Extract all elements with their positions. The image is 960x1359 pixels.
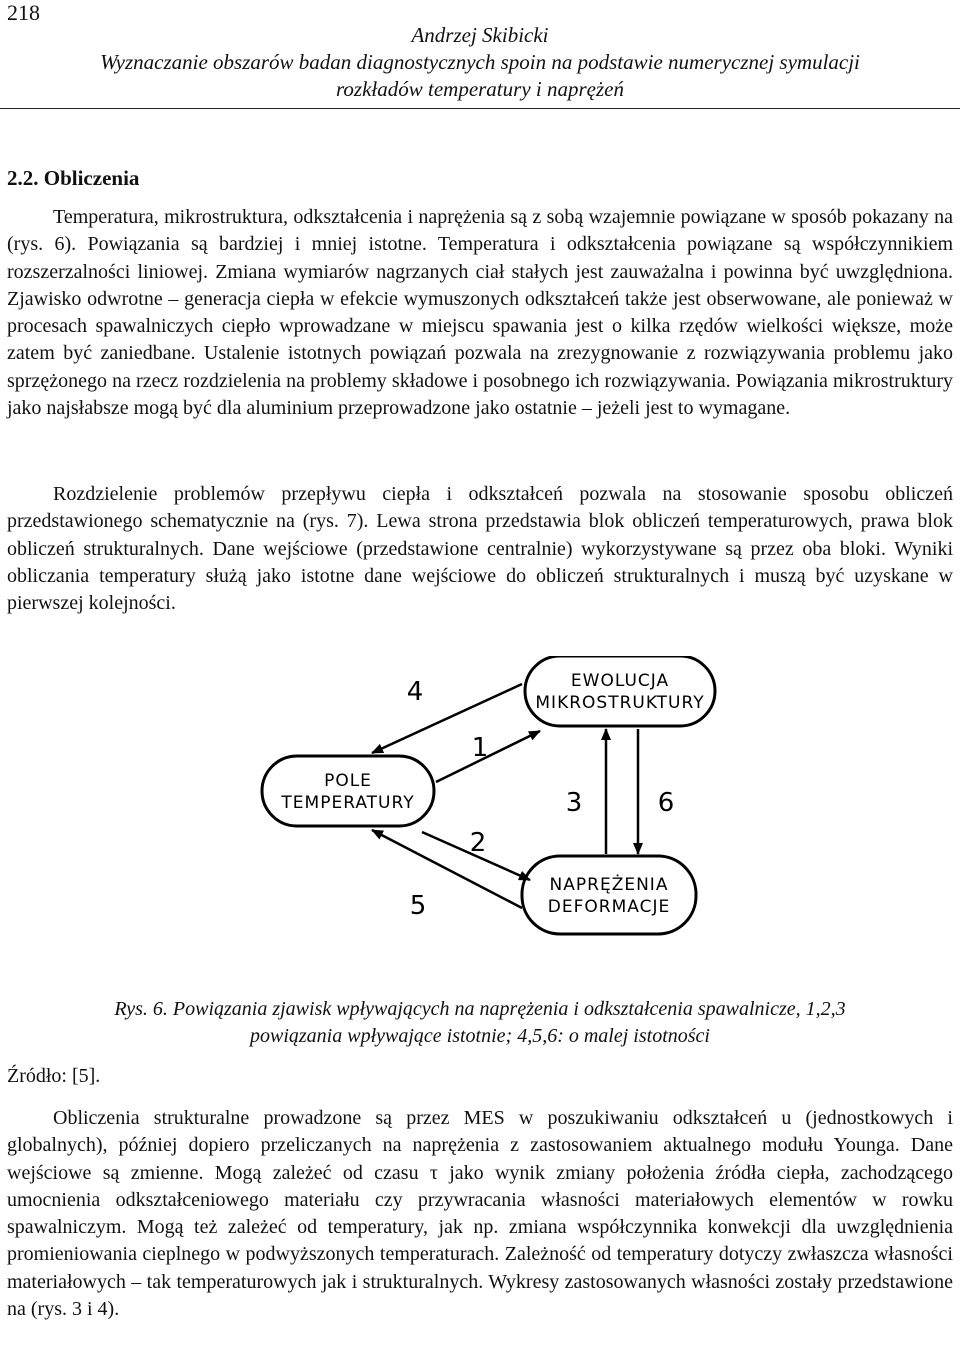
node-stress-line2: DEFORMACJE	[547, 897, 671, 917]
figure-source: Źródło: [5].	[7, 1065, 101, 1087]
header-rule	[0, 108, 960, 109]
arrow-label-6: 6	[657, 788, 675, 818]
header-author: Andrzej Skibicki	[411, 23, 549, 47]
caption-line1: Rys. 6. Powiązania zjawisk wpływających na naprężenia i odkształcenia spawalnicze, 1,2,3	[114, 998, 846, 1020]
section-heading: 2.2. Obliczenia	[7, 166, 140, 190]
arrow-5	[372, 830, 522, 908]
paragraph-3: Obliczenia strukturalne prowadzone są przez MES w poszukiwaniu odkształceń u (jednostkowych i globalnych), później dopiero przeliczanych na naprężenia z zastosowaniem aktualnego modułu Younga. Dane wejściowe są zmienne. Mogą zależeć od czasu τ jako wynik zmiany położenia źródła ciepła, zachodzącego umocnienia odkształceniowego materiału czy przywracania własności materiałowych elementów w rowku spawalniczym. Mogą też zależeć od temperatury, jak np. zmiana współczynnika konwekcji dla uwzględnienia promieniowania cieplnego w podwyższonych temperaturach. Zależność od temperatury dotyczy zwłaszcza własności materiałowych – tak temperaturowych jak i strukturalnych. Wykresy zastosowanych własności zostały przedstawione na (rys. 3 i 4).	[7, 1107, 953, 1321]
node-temperature-line1: POLE	[324, 771, 372, 791]
caption-line2: powiązania wpływające istotnie; 4,5,6: o malej istotności	[250, 1025, 710, 1047]
arrow-label-1: 1	[471, 733, 489, 763]
node-microstructure-line2: MIKROSTRUKTURY	[535, 693, 705, 713]
figure-6-diagram	[260, 656, 720, 951]
page-number: 218	[7, 0, 40, 25]
arrow-4	[372, 684, 522, 753]
running-header	[0, 22, 960, 103]
node-microstructure-line1: EWOLUCJA	[570, 671, 670, 691]
header-title-line2: rozkładów temperatury i naprężeń	[336, 77, 624, 101]
node-temperature	[262, 756, 434, 826]
header-title-line1: Wyznaczanie obszarów badan diagnostycznych spoin na podstawie numerycznej symulacji	[100, 50, 860, 74]
arrow-label-2: 2	[469, 828, 487, 858]
arrow-label-4: 4	[406, 677, 424, 707]
paragraph-1: Temperatura, mikrostruktura, odkształcenia i naprężenia są z sobą wzajemnie powiązane w sposób pokazany na (rys. 6). Powiązania są bardziej i mniej istotne. Temperatura i odkształcenia powiązane są współczynnikiem rozszerzalności liniowej. Zmiana wymiarów nagrzanych ciał stałych jest zauważalna i powinna być uwzględniona. Zjawisko odwrotne – generacja ciepła w efekcie wymuszonych odkształceń także jest obserwowane, ale ponieważ w procesach spawalniczych ciepło wprowadzane w miejscu spawania jest o kilka rzędów wielkości większe, może zatem być zaniedbane. Ustalenie istotnych powiązań pozwala na zrezygnowanie z rozwiązywania problemu jako sprzężonego na rzecz rozdzielenia na problemy składowe i posobnego ich rozwiązywania. Powiązania mikrostruktury jako najsłabsze mogą być dla aluminium przeprowadzone jako ostatnie – jeżeli jest to wymagane.	[7, 206, 953, 420]
figure-caption	[0, 996, 960, 1050]
paragraph-2: Rozdzielenie problemów przepływu ciepła i odkształceń pozwala na stosowanie sposobu obliczeń przedstawionego schematycznie na (rys. 7). Lewa strona przedstawia blok obliczeń temperaturowych, prawa blok obliczeń strukturalnych. Dane wejściowe (przedstawione centralnie) wykorzystywane są przez oba bloki. Wyniki obliczania temperatury służą jako istotne dane wejściowe do obliczeń strukturalnych i muszą być uzyskane w pierwszej kolejności.	[7, 483, 953, 615]
node-stress	[522, 856, 696, 934]
node-temperature-line2: TEMPERATURY	[281, 793, 415, 813]
node-microstructure	[525, 656, 715, 726]
arrow-label-3: 3	[565, 788, 583, 818]
arrow-label-5: 5	[409, 891, 427, 921]
node-stress-line1: NAPRĘŻENIA	[549, 875, 669, 895]
